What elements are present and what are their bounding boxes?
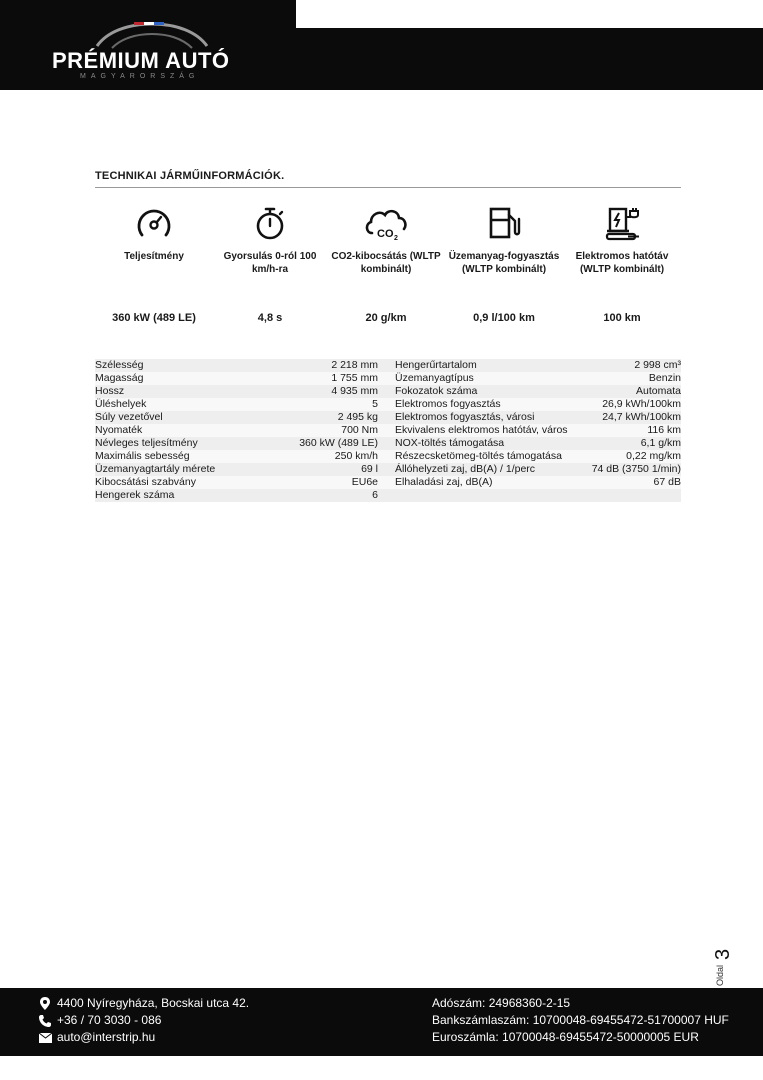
spec-value: 4 935 mm bbox=[331, 385, 378, 397]
spec-label: Hengerűrtartalom bbox=[395, 359, 477, 371]
spec-value: 67 dB bbox=[653, 476, 681, 488]
spec-value: Benzin bbox=[648, 372, 681, 384]
spec-label: Állóhelyzeti zaj, dB(A) / 1/perc bbox=[395, 463, 536, 475]
table-row bbox=[95, 424, 681, 437]
car-silhouette-icon bbox=[92, 18, 212, 52]
spec-label: Részecsketömeg-töltés támogatása bbox=[395, 450, 562, 462]
stopwatch-icon bbox=[250, 203, 290, 243]
metric-acceleration bbox=[211, 195, 329, 324]
section-divider bbox=[95, 187, 681, 188]
phone-text: +36 / 70 3030 - 086 bbox=[57, 1013, 162, 1027]
fuel-pump-icon bbox=[484, 203, 524, 243]
spec-value: 2 218 mm bbox=[331, 359, 378, 371]
metric-label: Gyorsulás 0-ról 100 km/h-ra bbox=[223, 251, 317, 275]
page-label: Oldal bbox=[715, 964, 725, 986]
spec-label: Fokozatok száma bbox=[395, 385, 478, 397]
spec-label: Elektromos fogyasztás bbox=[395, 398, 501, 410]
phone-line bbox=[38, 1012, 249, 1029]
page-header bbox=[0, 0, 763, 90]
table-row bbox=[95, 359, 681, 372]
spec-label: Üléshelyek bbox=[95, 398, 147, 410]
spec-label bbox=[392, 489, 575, 502]
spec-label: Névleges teljesítmény bbox=[95, 437, 198, 449]
spec-label: Elektromos fogyasztás, városi bbox=[395, 411, 535, 423]
key-metrics bbox=[95, 195, 681, 335]
email-line bbox=[38, 1029, 249, 1046]
svg-text:CO: CO bbox=[377, 227, 394, 240]
metric-value: 20 g/km bbox=[365, 312, 407, 324]
euro-account: Euroszámla: 10700048-69455472-50000005 EUR bbox=[432, 1030, 699, 1044]
speedometer-icon bbox=[134, 203, 174, 243]
metric-label: Üzemanyag-fogyasztás (WLTP kombinált) bbox=[448, 251, 560, 275]
metric-label: CO2-kibocsátás (WLTP kombinált) bbox=[331, 251, 441, 275]
spec-value: 250 km/h bbox=[334, 450, 378, 462]
section-title: TECHNIKAI JÁRMŰINFORMÁCIÓK. bbox=[95, 170, 285, 182]
table-row bbox=[95, 463, 681, 476]
table-row bbox=[95, 437, 681, 450]
spec-table bbox=[95, 359, 681, 502]
spec-value: 700 Nm bbox=[341, 424, 378, 436]
spec-value: 0,22 mg/km bbox=[626, 450, 681, 462]
ev-charger-icon bbox=[602, 203, 642, 243]
table-row bbox=[95, 450, 681, 463]
svg-text:2: 2 bbox=[394, 234, 398, 242]
envelope-icon bbox=[38, 1033, 52, 1043]
table-row bbox=[95, 385, 681, 398]
metric-value: 100 km bbox=[603, 312, 641, 324]
brand-name: PRÉMIUM AUTÓ bbox=[52, 48, 230, 73]
metric-label: Teljesítmény bbox=[124, 251, 184, 262]
phone-icon bbox=[38, 1015, 52, 1027]
spec-value: 24,7 kWh/100km bbox=[602, 411, 681, 423]
tax-number: Adószám: 24968360-2-15 bbox=[432, 996, 571, 1010]
bank-account: Bankszámlaszám: 10700048-69455472-51700007 HUF bbox=[432, 1013, 729, 1027]
page-footer bbox=[0, 988, 763, 1056]
spec-label: Nyomaték bbox=[95, 424, 143, 436]
co2-cloud-icon bbox=[362, 203, 410, 243]
metric-performance bbox=[95, 195, 213, 324]
spec-label: Magasság bbox=[95, 372, 144, 384]
spec-value: EU6e bbox=[351, 476, 378, 488]
table-row bbox=[95, 489, 681, 502]
company-info bbox=[432, 995, 729, 1046]
spec-label: Hossz bbox=[95, 385, 125, 397]
spec-label: Elhaladási zaj, dB(A) bbox=[395, 476, 493, 488]
table-row bbox=[95, 476, 681, 489]
table-row bbox=[95, 411, 681, 424]
metric-value: 4,8 s bbox=[257, 312, 283, 324]
spec-label: Maximális sebesség bbox=[95, 450, 190, 462]
spec-label: Kibocsátási szabvány bbox=[95, 476, 196, 488]
spec-value: 1 755 mm bbox=[331, 372, 378, 384]
email-link[interactable]: auto@interstrip.hu bbox=[57, 1030, 156, 1044]
address-line bbox=[38, 995, 249, 1012]
spec-value: 6,1 g/km bbox=[640, 437, 681, 449]
metric-label: Elektromos hatótáv (WLTP kombinált) bbox=[575, 251, 669, 275]
page-number: 3 bbox=[712, 948, 734, 960]
metric-value: 0,9 l/100 km bbox=[473, 312, 535, 324]
spec-value: 116 km bbox=[647, 424, 681, 436]
metric-value: 360 kW (489 LE) bbox=[112, 312, 196, 324]
spec-value: 360 kW (489 LE) bbox=[299, 437, 378, 449]
metric-co2 bbox=[327, 195, 445, 324]
table-row bbox=[95, 372, 681, 385]
spec-label: Hengerek száma bbox=[95, 489, 175, 501]
spec-label: NOX-töltés támogatása bbox=[395, 437, 505, 449]
spec-value: 5 bbox=[372, 398, 378, 410]
spec-label: Üzemanyagtípus bbox=[395, 372, 474, 384]
spec-value: Automata bbox=[636, 385, 681, 397]
spec-label: Ekvivalens elektromos hatótáv, város bbox=[395, 424, 568, 436]
brand-logo[interactable] bbox=[52, 18, 262, 86]
metric-fuel bbox=[445, 195, 563, 324]
header-strip bbox=[296, 0, 763, 28]
spec-label: Üzemanyagtartály mérete bbox=[95, 463, 216, 475]
table-row bbox=[95, 398, 681, 411]
spec-value: 2 495 kg bbox=[337, 411, 378, 423]
spec-label: Szélesség bbox=[95, 359, 144, 371]
spec-value: 2 998 cm³ bbox=[634, 359, 681, 371]
spec-value bbox=[575, 489, 681, 502]
spec-value: 74 dB (3750 1/min) bbox=[591, 463, 681, 475]
spec-value: 69 l bbox=[361, 463, 378, 475]
location-pin-icon bbox=[38, 997, 52, 1010]
brand-subtitle: MAGYARORSZÁG bbox=[80, 73, 200, 80]
address-text: 4400 Nyíregyháza, Bocskai utca 42. bbox=[57, 996, 250, 1010]
spec-label: Súly vezetővel bbox=[95, 411, 163, 423]
contact-info bbox=[38, 995, 249, 1046]
spec-value: 6 bbox=[372, 489, 378, 501]
spec-value: 26,9 kWh/100km bbox=[602, 398, 681, 410]
metric-electric-range bbox=[563, 195, 681, 324]
